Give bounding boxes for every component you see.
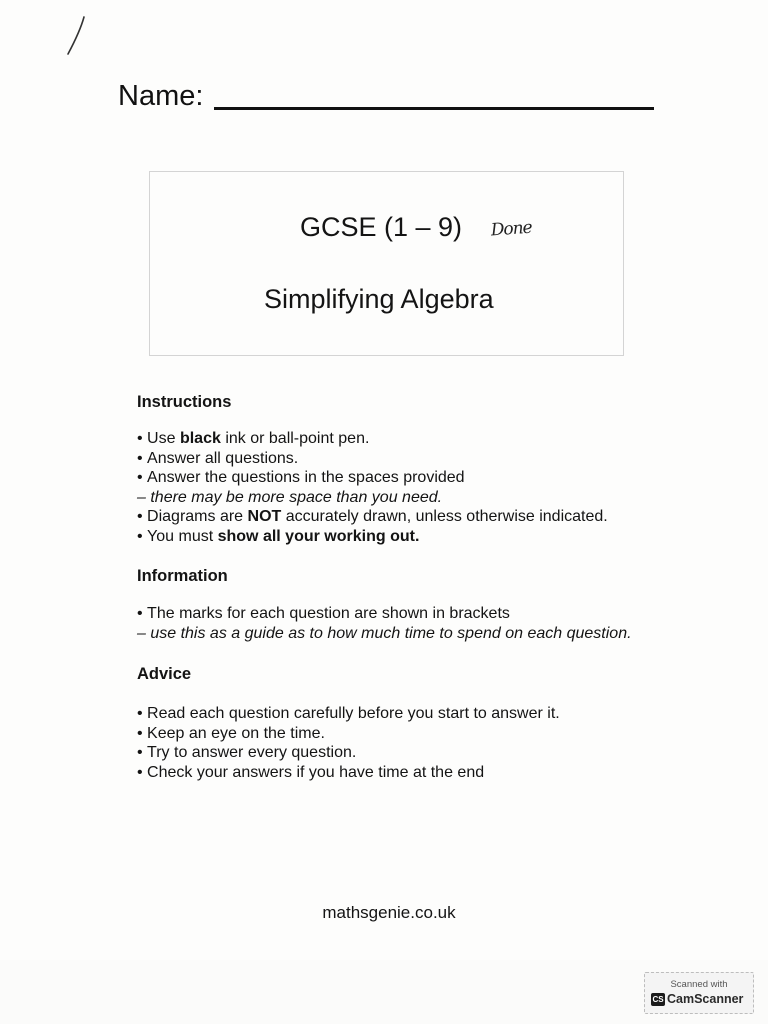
instruction-text: Diagrams are: [147, 508, 248, 526]
footer-url: mathsgenie.co.uk: [322, 903, 456, 922]
title-box: [149, 171, 624, 356]
list-item: [137, 507, 677, 527]
name-field-row: [118, 78, 658, 118]
scanned-with-label: Scanned with: [670, 979, 728, 990]
name-answer-line: [214, 107, 654, 110]
camscanner-watermark: [644, 972, 754, 1014]
list-item: • Check your answers if you have time at the end: [137, 763, 677, 783]
instructions-section: [137, 392, 677, 547]
camscanner-brand: CamScanner: [667, 992, 744, 1006]
list-item: • Keep an eye on the time.: [137, 724, 677, 744]
instruction-text: accurately drawn, unless otherwise indicated.: [281, 508, 608, 526]
list-item: [137, 429, 677, 449]
list-item: [137, 527, 677, 547]
list-item: • Read each question carefully before you start to answer it.: [137, 704, 677, 724]
name-label: Name:: [118, 80, 204, 112]
advice-list: [137, 704, 677, 782]
subject-title: Simplifying Algebra: [264, 284, 494, 314]
information-heading: Information: [137, 567, 228, 585]
instruction-text: Use: [147, 430, 180, 447]
pencil-stroke-mark: [64, 14, 88, 58]
list-item: • The marks for each question are shown in brackets: [137, 604, 677, 624]
instruction-text: ink or ball-point pen.: [220, 430, 370, 447]
advice-heading: Advice: [137, 665, 192, 683]
information-section: [137, 566, 677, 643]
instructions-list: [137, 429, 677, 547]
advice-section: [137, 664, 677, 782]
list-item-note: – there may be more space than you need.: [137, 488, 443, 506]
list-item: • Answer all questions.: [137, 449, 677, 469]
instruction-bold-text: show all your working out.: [217, 527, 420, 545]
instruction-text: You must: [147, 527, 218, 545]
list-item: • Answer the questions in the spaces provided: [137, 468, 677, 488]
list-item-note: – use this as a guide as to how much time to spend on each question.: [137, 624, 632, 642]
list-item: • Try to answer every question.: [137, 743, 677, 763]
instruction-bold-text: NOT: [247, 508, 282, 526]
instructions-heading: Instructions: [137, 393, 232, 411]
information-list: [137, 604, 677, 643]
handwritten-done-note: Done: [490, 217, 533, 241]
course-title: GCSE (1 – 9): [300, 212, 463, 242]
camscanner-logo-icon: CS: [652, 995, 664, 1004]
instruction-bold-text: black: [179, 430, 221, 447]
